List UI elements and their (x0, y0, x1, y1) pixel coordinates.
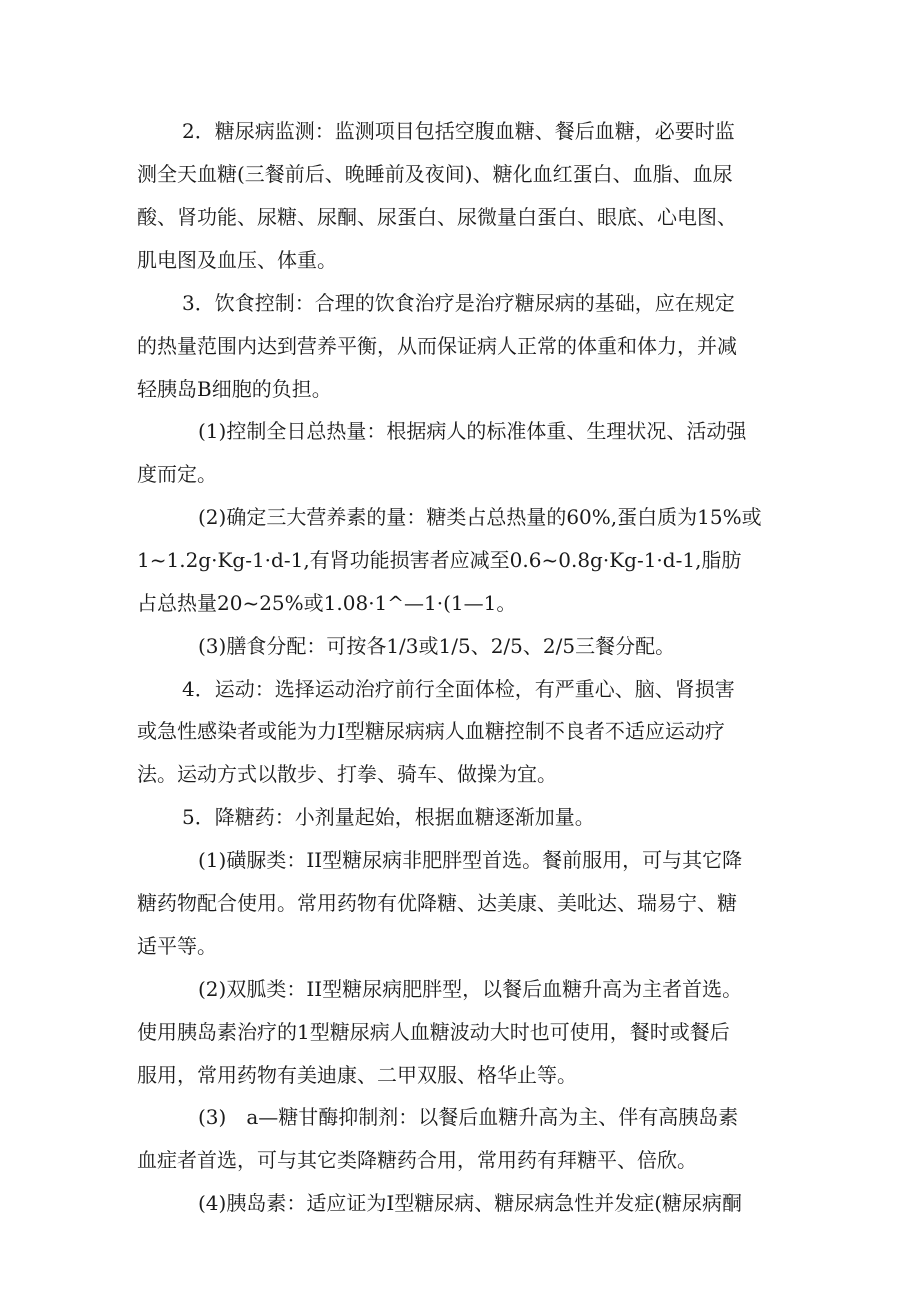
text-line: 肌电图及血压、体重。 (137, 248, 337, 272)
text-line: (3) a—糖甘酶抑制剂：以餐后血糖升高为主、伴有高胰岛素 (198, 1105, 739, 1129)
text-line: 4．运动：选择运动治疗前行全面体检，有严重心、脑、肾损害 (182, 677, 735, 701)
text-line: 酸、肾功能、尿糖、尿酮、尿蛋白、尿微量白蛋白、眼底、心电图、 (137, 205, 737, 229)
text-line: 或急性感染者或能为力I型糖尿病病人血糖控制不良者不适应运动疗 (137, 719, 725, 743)
text-line: (2)双胍类：II型糖尿病肥胖型，以餐后血糖升高为主者首选。 (198, 977, 743, 1001)
text-line: (3)膳食分配：可按各1/3或1/5、2/5、2/5三餐分配。 (198, 634, 676, 658)
text-line: 2．糖尿病监测：监测项目包括空腹血糖、餐后血糖，必要时监 (182, 119, 735, 143)
text-line: 适平等。 (137, 934, 217, 958)
text-line: (1)磺脲类：II型糖尿病非肥胖型首选。餐前服用，可与其它降 (198, 848, 743, 872)
text-line: 轻胰岛B细胞的负担。 (137, 377, 332, 401)
text-line: 血症者首选，可与其它类降糖药合用，常用药有拜糖平、倍欣。 (137, 1148, 697, 1172)
text-line: 服用，常用药物有美迪康、二甲双服、格华止等。 (137, 1063, 577, 1087)
text-line: 度而定。 (137, 462, 217, 486)
text-line: 的热量范围内达到营养平衡，从而保证病人正常的体重和体力，并减 (137, 334, 737, 358)
text-line: 占总热量20~25%或1.08·1^—1·(1—1。 (137, 591, 517, 615)
text-line: 5．降糖药：小剂量起始，根据血糖逐渐加量。 (182, 805, 595, 829)
text-line: (4)胰岛素：适应证为I型糖尿病、糖尿病急性并发症(糖尿病酮 (198, 1191, 743, 1215)
text-line: 1~1.2g·Kg-1·d-1,有肾功能损害者应减至0.6~0.8g·Kg-1·d-1,脂肪 (137, 548, 742, 572)
text-line: 测全天血糖(三餐前后、晚睡前及夜间)、糖化血红蛋白、血脂、血尿 (137, 162, 733, 186)
text-line: (1)控制全日总热量：根据病人的标准体重、生理状况、活动强 (198, 419, 747, 443)
text-line: (2)确定三大营养素的量：糖类占总热量的60%,蛋白质为15%或 (198, 505, 762, 529)
text-line: 使用胰岛素治疗的1型糖尿病人血糖波动大时也可使用，餐时或餐后 (137, 1020, 730, 1044)
text-line: 法。运动方式以散步、打拳、骑车、做操为宜。 (137, 762, 557, 786)
text-line: 3．饮食控制：合理的饮食治疗是治疗糖尿病的基础，应在规定 (182, 291, 735, 315)
text-line: 糖药物配合使用。常用药物有优降糖、达美康、美吡达、瑞易宁、糖 (137, 891, 737, 915)
